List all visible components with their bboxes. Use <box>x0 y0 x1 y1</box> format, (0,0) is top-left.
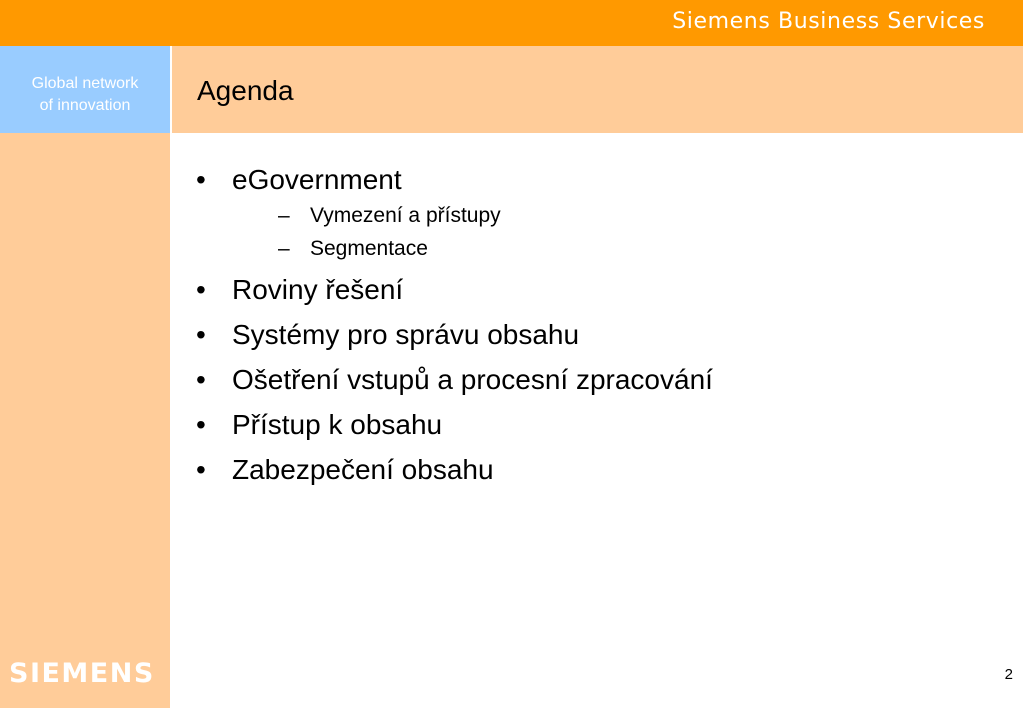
page-title: Agenda <box>197 75 294 106</box>
page-number: 2 <box>1004 666 1013 683</box>
agenda-item <box>196 453 986 487</box>
dash-icon: – <box>278 237 290 260</box>
agenda-item-label: Ošetření vstupů a procesní zpracování <box>232 364 713 395</box>
agenda-content <box>196 163 986 498</box>
agenda-sublist <box>232 203 986 262</box>
title-band <box>172 46 1023 133</box>
bullet-icon: • <box>196 274 206 305</box>
agenda-subitem-label: Vymezení a přístupy <box>310 204 501 227</box>
agenda-subitem <box>232 236 986 262</box>
agenda-item-label: eGovernment <box>232 164 402 195</box>
agenda-subitem-label: Segmentace <box>310 237 428 260</box>
brand-title: Siemens Business Services <box>672 9 985 34</box>
tagline <box>0 73 170 117</box>
siemens-logo: SIEMENS <box>9 658 155 689</box>
bullet-icon: • <box>196 364 206 395</box>
agenda-item <box>196 363 986 397</box>
tagline-line-1: Global network <box>31 75 139 92</box>
tagline-box <box>0 46 170 133</box>
agenda-subitem <box>232 203 986 229</box>
agenda-item <box>196 273 986 307</box>
agenda-item <box>196 408 986 442</box>
agenda-item-label: Přístup k obsahu <box>232 409 443 440</box>
bullet-icon: • <box>196 319 206 350</box>
agenda-list <box>196 163 986 487</box>
bullet-icon: • <box>196 409 206 440</box>
agenda-item-label: Zabezpečení obsahu <box>232 454 494 485</box>
bullet-icon: • <box>196 164 206 195</box>
agenda-item <box>196 163 986 262</box>
tagline-line-2: of innovation <box>39 97 131 114</box>
agenda-item-label: Roviny řešení <box>232 274 404 305</box>
top-bar <box>0 0 1023 46</box>
bullet-icon: • <box>196 454 206 485</box>
agenda-item <box>196 318 986 352</box>
left-column <box>0 46 170 708</box>
dash-icon: – <box>278 204 290 227</box>
agenda-item-label: Systémy pro správu obsahu <box>232 319 580 350</box>
